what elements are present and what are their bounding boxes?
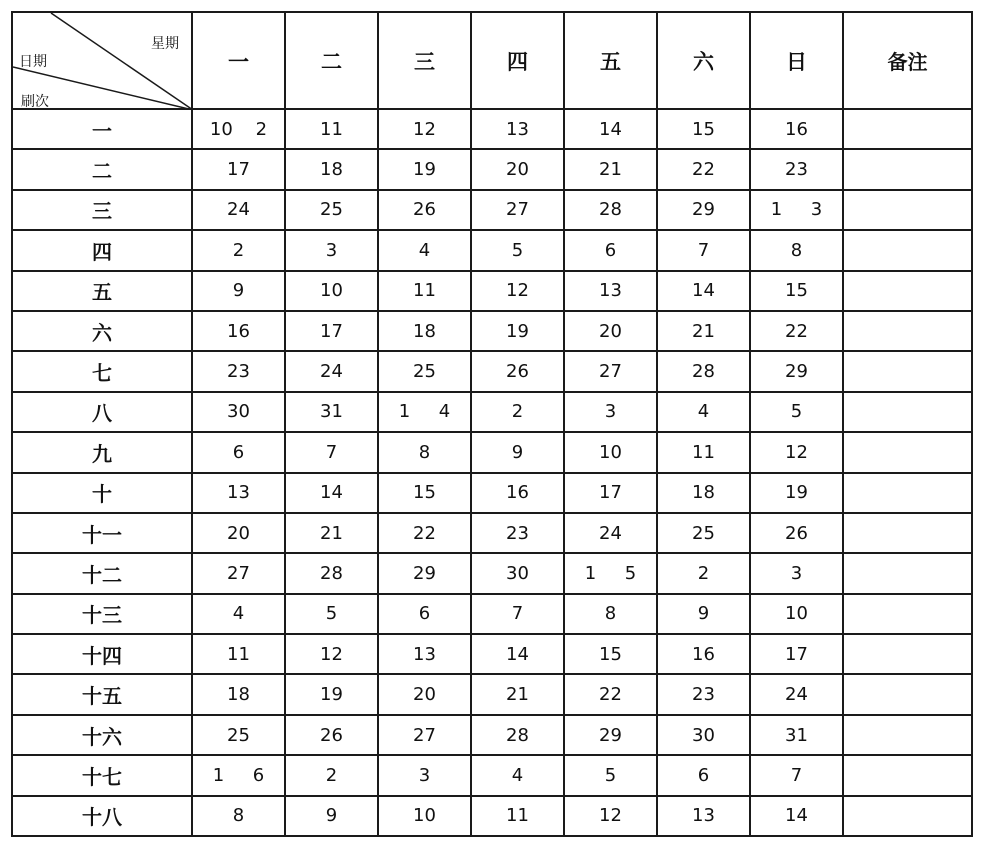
date-cell: 15 [564,634,657,674]
date-cell: 24 [192,190,285,230]
date-cell: 4 [471,755,564,795]
week-number-cell: 八 [12,392,192,432]
note-cell [843,109,972,149]
date-cell: 4 [192,594,285,634]
header-row [12,12,972,109]
date-cell: 18 [192,674,285,714]
date-cell: 10 [285,271,378,311]
date-cell: 3 [378,755,471,795]
date-cell: 14 [657,271,750,311]
table-row [12,755,972,795]
date-cell: 31 [750,715,843,755]
date-cell: 23 [192,351,285,391]
week-number-cell: 七 [12,351,192,391]
table-row [12,674,972,714]
note-cell [843,755,972,795]
date-cell: 2 [471,392,564,432]
week-number-cell: 九 [12,432,192,472]
weekday-header: 六 [657,12,750,109]
note-cell [843,594,972,634]
date-cell: 16 [192,311,285,351]
date-cell: 27 [564,351,657,391]
schedule-table [11,11,973,837]
date-cell: 5 [750,392,843,432]
date-cell: 25 [378,351,471,391]
date-cell: 7 [657,230,750,270]
date-cell: 5 [285,594,378,634]
week-number-cell: 十七 [12,755,192,795]
week-number-cell: 十五 [12,674,192,714]
date-cell: 1 4 [378,392,471,432]
date-cell: 18 [285,149,378,189]
date-cell: 11 [378,271,471,311]
date-cell: 14 [471,634,564,674]
date-cell: 12 [750,432,843,472]
note-cell [843,190,972,230]
date-cell: 2 [657,553,750,593]
note-cell [843,351,972,391]
table-row [12,230,972,270]
table-row [12,432,972,472]
week-number-cell: 十 [12,473,192,513]
week-number-cell: 十三 [12,594,192,634]
table-row [12,715,972,755]
date-cell: 24 [750,674,843,714]
weekday-header: 日 [750,12,843,109]
date-cell: 11 [285,109,378,149]
week-number-cell: 十一 [12,513,192,553]
note-cell [843,715,972,755]
table-row [12,796,972,836]
note-cell [843,432,972,472]
date-cell: 29 [657,190,750,230]
note-cell [843,230,972,270]
note-cell [843,271,972,311]
week-number-cell: 十六 [12,715,192,755]
date-cell: 30 [657,715,750,755]
date-cell: 1 3 [750,190,843,230]
date-cell: 29 [750,351,843,391]
date-cell: 27 [471,190,564,230]
date-cell: 15 [378,473,471,513]
date-cell: 23 [657,674,750,714]
date-cell: 26 [471,351,564,391]
date-cell: 9 [657,594,750,634]
table-row [12,190,972,230]
table-row [12,109,972,149]
date-cell: 21 [564,149,657,189]
date-cell: 19 [750,473,843,513]
date-cell: 14 [750,796,843,836]
date-cell: 20 [564,311,657,351]
week-number-cell: 五 [12,271,192,311]
table-row [12,271,972,311]
date-cell: 5 [471,230,564,270]
table-row [12,149,972,189]
date-cell: 1 6 [192,755,285,795]
date-cell: 13 [657,796,750,836]
date-cell: 9 [192,271,285,311]
date-cell: 15 [750,271,843,311]
date-cell: 27 [192,553,285,593]
date-cell: 11 [192,634,285,674]
table-row [12,634,972,674]
corner-weekday-label: 星期 [151,36,179,52]
date-cell: 14 [285,473,378,513]
date-cell: 29 [378,553,471,593]
date-cell: 28 [285,553,378,593]
date-cell: 17 [564,473,657,513]
date-cell: 22 [378,513,471,553]
date-cell: 9 [471,432,564,472]
date-cell: 31 [285,392,378,432]
date-cell: 10 [378,796,471,836]
date-cell: 28 [471,715,564,755]
date-cell: 5 [564,755,657,795]
date-cell: 24 [564,513,657,553]
date-cell: 26 [750,513,843,553]
corner-date-label: 日期 [19,54,47,70]
date-cell: 6 [657,755,750,795]
date-cell: 7 [471,594,564,634]
date-cell: 11 [657,432,750,472]
date-cell: 21 [657,311,750,351]
weekday-header: 三 [378,12,471,109]
date-cell: 13 [378,634,471,674]
date-cell: 13 [192,473,285,513]
date-cell: 25 [192,715,285,755]
date-cell: 11 [471,796,564,836]
date-cell: 24 [285,351,378,391]
corner-round-label: 刷次 [21,94,49,109]
note-cell [843,473,972,513]
date-cell: 20 [192,513,285,553]
date-cell: 16 [750,109,843,149]
date-cell: 7 [750,755,843,795]
note-cell [843,674,972,714]
date-cell: 19 [378,149,471,189]
weekday-header: 二 [285,12,378,109]
date-cell: 18 [378,311,471,351]
date-cell: 20 [471,149,564,189]
date-cell: 25 [285,190,378,230]
date-cell: 10 2 [192,109,285,149]
table-row [12,351,972,391]
week-number-cell: 十二 [12,553,192,593]
date-cell: 28 [564,190,657,230]
date-cell: 12 [285,634,378,674]
week-number-cell: 六 [12,311,192,351]
date-cell: 6 [192,432,285,472]
date-cell: 17 [285,311,378,351]
date-cell: 3 [564,392,657,432]
date-cell: 2 [285,755,378,795]
date-cell: 21 [471,674,564,714]
note-header: 备注 [843,12,972,109]
date-cell: 6 [378,594,471,634]
date-cell: 15 [657,109,750,149]
date-cell: 19 [471,311,564,351]
weekday-header: 一 [192,12,285,109]
note-cell [843,553,972,593]
date-cell: 9 [285,796,378,836]
week-number-cell: 四 [12,230,192,270]
week-number-cell: 十四 [12,634,192,674]
week-number-cell: 一 [12,109,192,149]
date-cell: 10 [564,432,657,472]
date-cell: 10 [750,594,843,634]
table-row [12,392,972,432]
date-cell: 16 [657,634,750,674]
date-cell: 23 [471,513,564,553]
date-cell: 8 [750,230,843,270]
date-cell: 12 [471,271,564,311]
date-cell: 4 [378,230,471,270]
week-number-cell: 十八 [12,796,192,836]
date-cell: 8 [378,432,471,472]
table-row [12,513,972,553]
schedule-body [12,109,972,836]
date-cell: 30 [192,392,285,432]
date-cell: 6 [564,230,657,270]
weekday-header: 五 [564,12,657,109]
week-number-cell: 二 [12,149,192,189]
note-cell [843,392,972,432]
table-row [12,311,972,351]
week-number-cell: 三 [12,190,192,230]
date-cell: 22 [750,311,843,351]
note-cell [843,513,972,553]
table-row [12,553,972,593]
note-cell [843,796,972,836]
date-cell: 18 [657,473,750,513]
date-cell: 22 [657,149,750,189]
date-cell: 12 [378,109,471,149]
date-cell: 29 [564,715,657,755]
date-cell: 17 [750,634,843,674]
date-cell: 7 [285,432,378,472]
date-cell: 17 [192,149,285,189]
date-cell: 13 [471,109,564,149]
date-cell: 2 [192,230,285,270]
date-cell: 13 [564,271,657,311]
table-row [12,594,972,634]
date-cell: 21 [285,513,378,553]
date-cell: 8 [564,594,657,634]
table-row [12,473,972,513]
date-cell: 25 [657,513,750,553]
date-cell: 19 [285,674,378,714]
corner-cell [12,12,192,109]
date-cell: 27 [378,715,471,755]
date-cell: 14 [564,109,657,149]
weekday-header: 四 [471,12,564,109]
note-cell [843,634,972,674]
note-cell [843,311,972,351]
date-cell: 20 [378,674,471,714]
date-cell: 26 [285,715,378,755]
date-cell: 3 [285,230,378,270]
date-cell: 8 [192,796,285,836]
date-cell: 26 [378,190,471,230]
date-cell: 28 [657,351,750,391]
date-cell: 12 [564,796,657,836]
date-cell: 23 [750,149,843,189]
date-cell: 3 [750,553,843,593]
date-cell: 16 [471,473,564,513]
date-cell: 30 [471,553,564,593]
date-cell: 1 5 [564,553,657,593]
note-cell [843,149,972,189]
date-cell: 4 [657,392,750,432]
date-cell: 22 [564,674,657,714]
